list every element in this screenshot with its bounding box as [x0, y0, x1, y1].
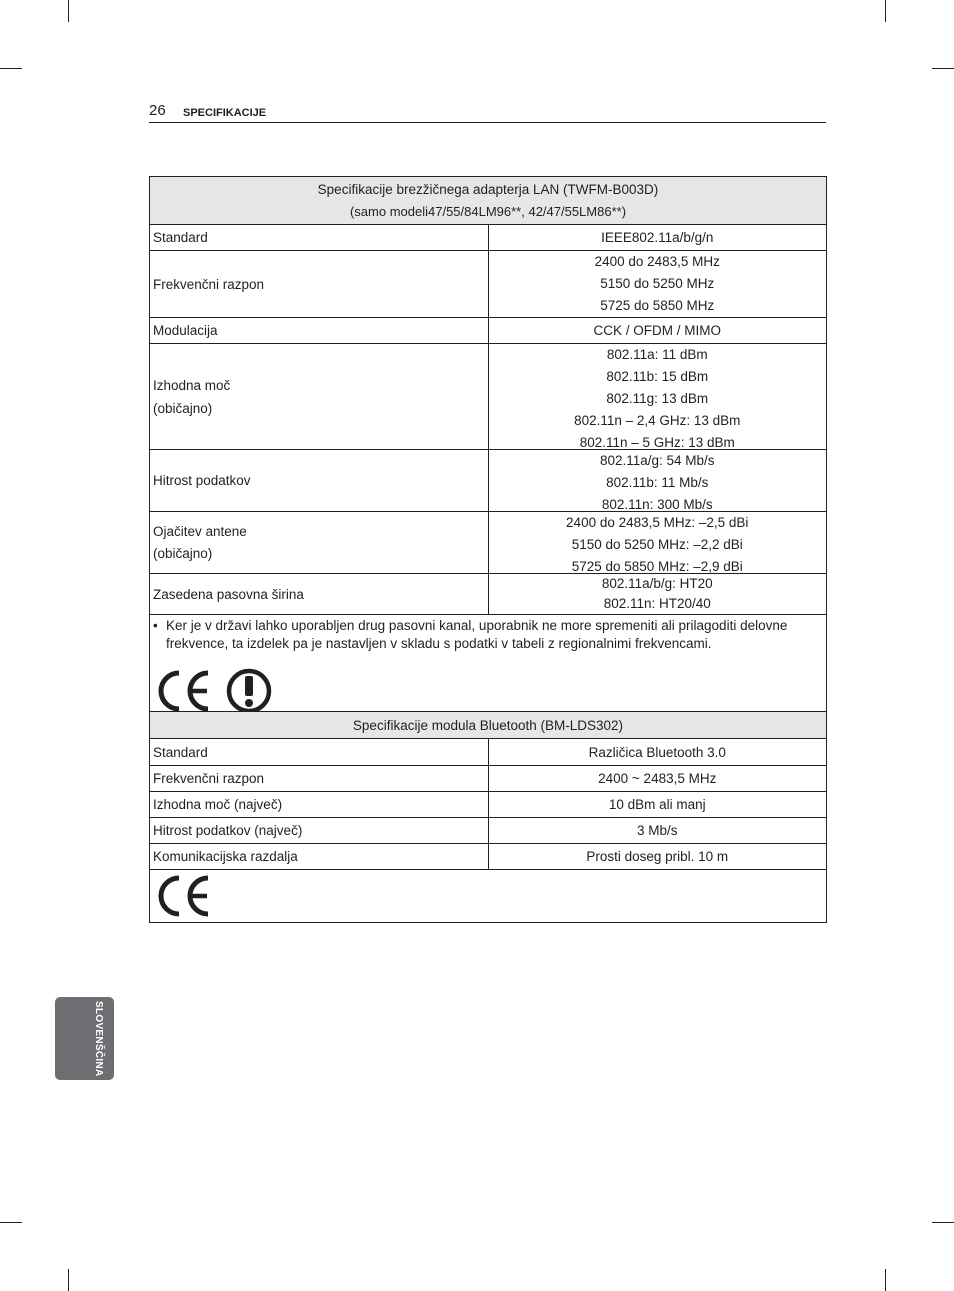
table-header-row [150, 712, 827, 739]
row-label-text: Hitrost podatkov [153, 473, 251, 488]
table-title: Specifikacije modula Bluetooth (BM-LDS302) [352, 717, 624, 733]
row-label [150, 512, 489, 574]
row-label-text: Ojačitev antene [153, 523, 247, 539]
crop-mark [68, 0, 69, 22]
value-line: 10 dBm ali manj [608, 797, 706, 812]
row-label [150, 792, 489, 818]
row-value [488, 251, 827, 318]
table-subtitle: (samo modeli47/55/84LM96**, 42/47/55LM86**) [349, 203, 627, 219]
crop-mark [885, 0, 886, 22]
row-label [150, 251, 489, 318]
value-line: 5725 do 5850 MHz [600, 298, 715, 313]
value-line: 802.11b: 15 dBm [606, 369, 709, 384]
row-label-text: (običajno) [153, 400, 213, 416]
wlan-spec-table [149, 176, 827, 716]
value-line: CCK / OFDM / MIMO [593, 323, 721, 338]
language-tab-label: SLOVENŠČINA [93, 1001, 104, 1077]
value-line: 802.11a/g: 54 Mb/s [599, 453, 715, 468]
table-row [150, 818, 827, 844]
value-line: 802.11n – 2,4 GHz: 13 dBm [574, 413, 741, 428]
row-value [488, 512, 827, 574]
row-label [150, 574, 489, 615]
crop-mark [68, 1269, 69, 1291]
ce-mark-icon [153, 873, 213, 919]
row-label-text: Standard [153, 744, 208, 760]
value-line: 2400 do 2483,5 MHz [594, 254, 720, 269]
row-label-text: Izhodna moč [153, 377, 231, 393]
page-number: 26 [149, 102, 166, 119]
marks-cell [150, 870, 827, 923]
table-row [150, 574, 827, 615]
value-line: Različica Bluetooth 3.0 [588, 744, 726, 760]
row-label-text: Hitrost podatkov (največ) [153, 823, 303, 838]
row-value [488, 766, 827, 792]
table-title: Specifikacije brezžičnega adapterja LAN (TWFM-B003D) [317, 181, 659, 197]
table-row [150, 739, 827, 766]
row-value [488, 318, 827, 344]
table-row [150, 344, 827, 450]
row-value [488, 225, 827, 251]
certification-marks [153, 667, 823, 715]
row-value [488, 574, 827, 615]
note-row [150, 615, 827, 716]
note-cell [150, 615, 827, 716]
value-line: 802.11a/b/g: HT20 [601, 576, 713, 591]
row-label-text: Standard [153, 230, 208, 245]
row-value [488, 739, 827, 766]
row-label [150, 739, 489, 766]
bullet-icon: • [153, 618, 158, 633]
table-row [150, 450, 827, 512]
row-value [488, 844, 827, 870]
row-label [150, 818, 489, 844]
table-row [150, 844, 827, 870]
table-row [150, 318, 827, 344]
table-header-row [150, 177, 827, 225]
bluetooth-spec-table [149, 711, 827, 923]
value-line: 5725 do 5850 MHz: –2,9 dBi [571, 559, 743, 573]
value-line: 802.11n: 300 Mb/s [601, 497, 713, 511]
crop-mark [932, 68, 954, 69]
note-text: Ker je v državi lahko uporabljen drug pasovni kanal, uporabnik ne more spremeniti ali prilagoditi delovne frekvence, ta izdelek pa je nastavljen v skladu s podatki v tabeli z regionalnimi frekvencami. [166, 618, 788, 651]
value-line: 802.11g: 13 dBm [606, 391, 709, 406]
row-label-text: Frekvenčni razpon [153, 276, 265, 292]
value-line: 5150 do 5250 MHz [600, 276, 715, 291]
value-line: 2400 ~ 2483,5 MHz [598, 771, 717, 786]
row-label-text: (običajno) [153, 545, 213, 561]
value-line: Prosti doseg pribl. 10 m [586, 849, 729, 864]
row-label [150, 450, 489, 512]
table-row [150, 792, 827, 818]
row-value [488, 818, 827, 844]
value-line: 802.11n: HT20/40 [603, 596, 711, 611]
value-line: 802.11b: 11 Mb/s [606, 475, 709, 490]
language-tab [55, 997, 114, 1080]
crop-mark [932, 1222, 954, 1223]
value-line: 5150 do 5250 MHz: –2,2 dBi [571, 537, 743, 552]
row-label [150, 225, 489, 251]
table-row [150, 766, 827, 792]
row-label-text: Zasedena pasovna širina [153, 586, 304, 602]
table-row [150, 225, 827, 251]
crop-mark [0, 68, 22, 69]
table-title-cell [150, 177, 827, 225]
row-label-text: Frekvenčni razpon [153, 771, 265, 786]
value-line: IEEE802.11a/b/g/n [601, 230, 714, 245]
row-label [150, 766, 489, 792]
row-label-text: Modulacija [153, 323, 218, 338]
row-label [150, 344, 489, 450]
alert-mark-icon [225, 667, 273, 715]
marks-row [150, 870, 827, 923]
row-label-text: Komunikacijska razdalja [153, 849, 298, 864]
crop-mark [0, 1222, 22, 1223]
table-title-cell [150, 712, 827, 739]
row-label [150, 844, 489, 870]
value-line: 802.11n – 5 GHz: 13 dBm [579, 435, 735, 449]
row-label-text: Izhodna moč (največ) [153, 797, 283, 812]
row-label [150, 318, 489, 344]
row-value [488, 450, 827, 512]
ce-mark-icon [153, 668, 213, 714]
value-line: 3 Mb/s [636, 823, 678, 838]
section-title: SPECIFIKACIJE [183, 107, 267, 119]
crop-mark [885, 1269, 886, 1291]
row-value [488, 792, 827, 818]
page-header [149, 102, 826, 123]
value-line: 802.11a: 11 dBm [606, 347, 708, 362]
row-value [488, 344, 827, 450]
value-line: 2400 do 2483,5 MHz: –2,5 dBi [566, 515, 749, 530]
table-row [150, 251, 827, 318]
table-row [150, 512, 827, 574]
note [153, 617, 823, 653]
